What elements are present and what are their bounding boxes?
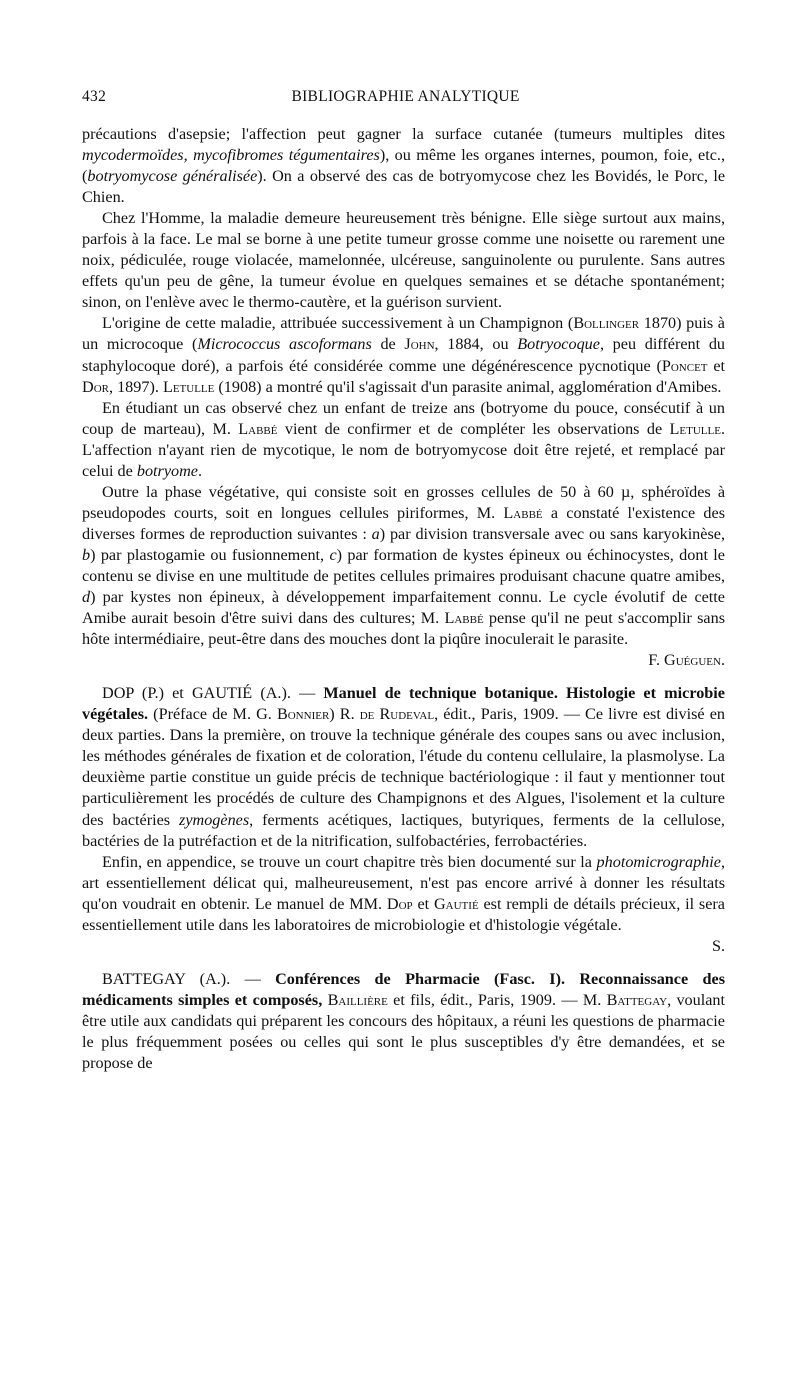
running-title: BIBLIOGRAPHIE ANALYTIQUE xyxy=(291,88,520,105)
paragraph-continuation: précautions d'asepsie; l'affection peut gagner la surface cutanée (tumeurs multiples dites mycodermoïdes, mycofibromes tégumentaires), ou même les organes internes, poumon, foie, etc., (botryomycose généralisée). On a observé des cas de botryomycose chez les Bovidés, le Porc, le Chien. xyxy=(82,125,726,207)
review-battegay: BATTEGAY (A.). — Conférences de Pharmacie (Fasc. I). Reconnaissance des médicaments simples et composés, Baillière et fils, édit., Paris, 1909. — M. Battegay, voulant être utile aux candidats qui préparent les concours des hôpitaux, a réuni les questions de pharmacie le plus fréquemment posées ou celles qui sont le plus susceptibles d'y être demandées, et se propose de xyxy=(82,969,726,1073)
page-number: 432 xyxy=(82,88,107,105)
signature-s: S. xyxy=(711,936,725,955)
paragraph-origin: L'origine de cette maladie, attribuée successivement à un Champignon (Bollinger 1870) puis à un microcoque (Micrococcus ascoformans de John, 1884, ou Botryocoque, peu différent du staphylocoque doré), a parfois été considérée comme une dégénérescence pycnotique (Poncet et Dor, 1897). Letulle (1908) a montré qu'il s'agissait d'un parasite animal, agglomération d'Amibes. xyxy=(82,314,726,396)
paragraph-reproduction: Outre la phase végétative, qui consiste soit en grosses cellules de 50 à 60 µ, sphéroïdes à pseudopodes courts, soit en longues cellules piriformes, M. Labbé a constaté l'existence des diverses formes de reproduction suivantes : a) par division transversale avec ou sans karyokinèse, b) par plastogamie ou fusionnement, c) par formation de kystes épineux ou échinocystes, dont le contenu se divise en une multitude de petites cellules primaires produisant chacune quatre amibes, d) par kystes non épineux, à développement imparfaitement connu. Le cycle évolutif de cette Amibe aurait besoin d'être suivi dans des cultures; M. Labbé pense qu'il ne peut s'accomplir sans hôte intermédiaire, peut-être dans des mouches dont la piqûre inoculerait le parasite. xyxy=(82,482,725,649)
paragraph-appendix: Enfin, en appendice, se trouve un court chapitre très bien documenté sur la photomicrographie, art essentiellement délicat qui, malheureusement, n'est pas encore arrivé à donner les résultats qu'on voudrait en obtenir. Le manuel de MM. Dop et Gautié est rempli de détails précieux, il sera essentiellement utile dans les laboratoires de microbiologie et d'histologie végétale. xyxy=(82,852,725,934)
paragraph-case-study: En étudiant un cas observé chez un enfant de treize ans (botryome du pouce, consécutif à un coup de marteau), M. Labbé vient de confirmer et de compléter les observations de Letulle. L'affection n'ayant rien de mycotique, le nom de botryomycose doit être rejeté, et remplacé par celui de botryome. xyxy=(82,398,725,480)
paragraph-clinical: Chez l'Homme, la maladie demeure heureusement très bénigne. Elle siège surtout aux mains, parfois à la face. Le mal se borne à une petite tumeur grosse comme une noisette ou rarement une noix, pédiculée, rouge violacée, mamelonnée, ulcéreuse, sanguinolente ou purulente. Sans autres effets qu'un peu de gêne, la tumeur évolue en quelques semaines et se détache spontanément; sinon, on l'enlève avec le thermo-cautère, et la guérison survient. xyxy=(82,209,725,312)
page-body xyxy=(82,124,725,1074)
page-header xyxy=(82,88,725,106)
review-dop-gautie: DOP (P.) et GAUTIÉ (A.). — Manuel de technique botanique. Histologie et microbie végétales. (Préface de M. G. Bonnier) R. de Rudeval, édit., Paris, 1909. — Ce livre est divisé en deux parties. Dans la première, on trouve la technique générale des coupes sans ou avec inclusion, les méthodes générales de fixation et de coloration, l'étude du contenu cellulaire, la plasmolyse. La deuxième partie constitue un guide précis de technique bactériologique : il faut y mentionner tout particulièrement les procédés de culture des Champignons et des Algues, l'isolement et la culture des bactéries zymogènes, ferments acétiques, lactiques, butyriques, ferments de la cellulose, bactéries de la putréfaction et de la nitrification, sulfobactéries, ferrobactéries. xyxy=(82,684,725,850)
signature-gueguen: F. Guéguen. xyxy=(648,651,725,670)
page xyxy=(82,88,725,1074)
